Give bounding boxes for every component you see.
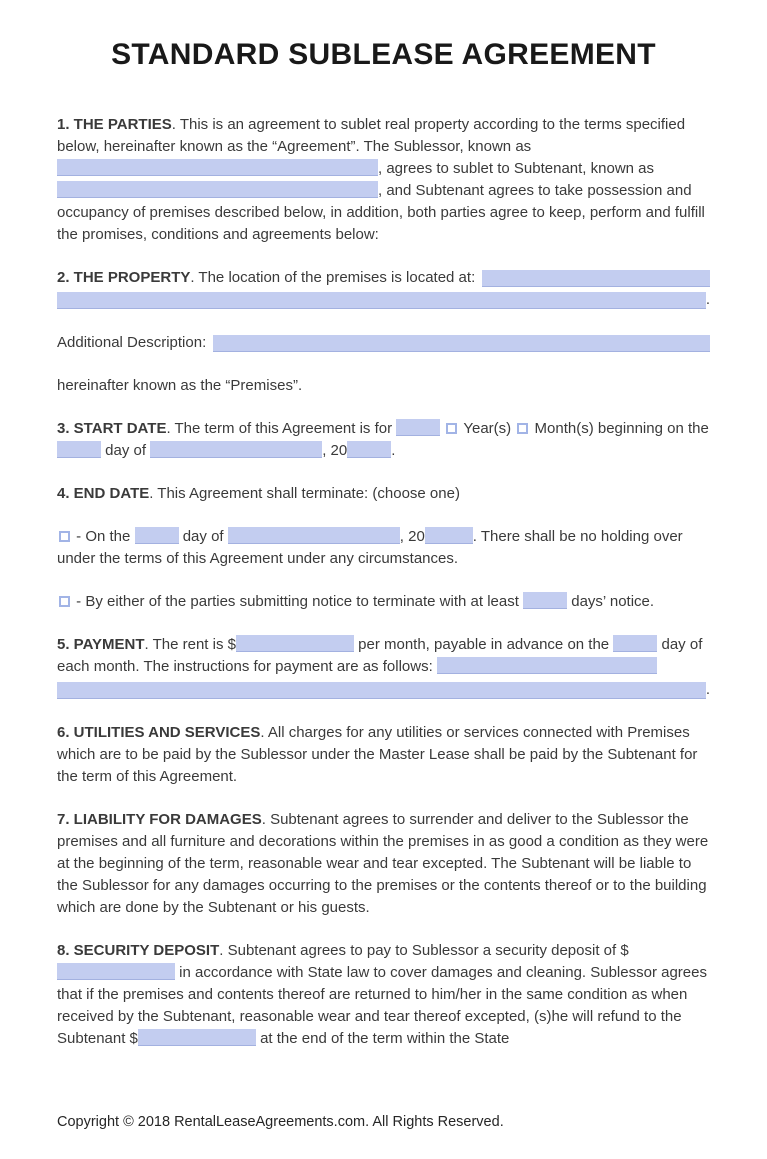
payment-period: . — [705, 681, 710, 698]
property-location-field[interactable] — [482, 270, 710, 287]
property-location-field-2[interactable] — [57, 292, 706, 309]
subtenant-name-field[interactable] — [57, 181, 378, 198]
end-date-option-2 — [57, 591, 710, 613]
heading-end-date: 4. END DATE — [57, 485, 150, 502]
section-liability — [57, 809, 710, 919]
start-period: . — [391, 442, 396, 459]
term-length-field[interactable] — [396, 419, 440, 436]
end-day-field[interactable] — [135, 527, 179, 544]
start-day-of-label: day of — [105, 442, 147, 459]
liability-text: . Subtenant agrees to surrender and deliver to the Sublessor the premises and all furniture and decorations within the premises in as good a condition as they were at the beginning of the term, reasonable wear and tear excepted. The Subtenant will be liable to the Sublessor for any damages occurring to the premises or the contents thereof or to the building which are done by the Subtenant or his guests. — [57, 811, 709, 916]
additional-description-row — [57, 332, 710, 354]
end-option2-prefix: - By either of the parties submitting notice to terminate with at least — [76, 593, 519, 610]
start-day-field[interactable] — [57, 441, 101, 458]
heading-liability: 7. LIABILITY FOR DAMAGES — [57, 811, 262, 828]
rent-amount-field[interactable] — [236, 635, 354, 652]
refund-amount-field[interactable] — [138, 1029, 256, 1046]
security-text-3: at the end of the term within the State — [260, 1030, 510, 1047]
heading-payment: 5. PAYMENT — [57, 636, 145, 653]
end-year-field[interactable] — [425, 527, 473, 544]
years-checkbox[interactable] — [446, 423, 457, 434]
months-label: Month(s) — [534, 420, 594, 437]
payment-instructions-field[interactable] — [437, 657, 657, 674]
property-lead-text — [57, 267, 475, 289]
start-month-field[interactable] — [150, 441, 322, 458]
start-text-2: beginning on the — [597, 420, 709, 437]
end-option2-suffix: days’ notice. — [571, 593, 655, 610]
sublessor-name-field[interactable] — [57, 159, 378, 176]
section-end-date — [57, 483, 710, 505]
property-location-line-2 — [57, 289, 710, 311]
premises-note: hereinafter known as the “Premises”. — [57, 377, 303, 394]
parties-text-2: , agrees to sublet to Subtenant, known as — [378, 160, 655, 177]
parties-text-3: , and Subtenant agrees to take possession and occupancy of premises described below, in addition, both parties agree to keep, perform and fulfill the promises, conditions and agreements below: — [57, 182, 705, 243]
additional-description-label: Additional Description: — [57, 334, 207, 351]
notice-option-checkbox[interactable] — [59, 596, 70, 607]
start-text-1: . The term of this Agreement is for — [166, 420, 393, 437]
payment-text-2: per month, payable in advance on the — [358, 636, 610, 653]
years-label: Year(s) — [463, 420, 512, 437]
document-title: STANDARD SUBLEASE AGREEMENT — [111, 38, 656, 71]
parties-text-1: . This is an agreement to sublet real property according to the terms specified below, hereinafter known as the “Agreement”. The Sublessor, known as — [57, 116, 686, 155]
payment-instructions-field-2[interactable] — [57, 682, 706, 699]
payment-text-3: day of each month. The instructions for payment are as follows: — [57, 636, 703, 675]
payment-text-1: . The rent is $ — [144, 636, 236, 653]
property-period: . — [705, 291, 710, 308]
section-security-deposit — [57, 940, 710, 1050]
section-payment — [57, 634, 710, 701]
payment-flow-text — [57, 634, 710, 678]
end-option1-suffix: . There shall be no holding over under the terms of this Agreement under any circumstances. — [57, 528, 683, 567]
section-start-date — [57, 418, 710, 462]
security-deposit-field[interactable] — [57, 963, 175, 980]
heading-the-parties: 1. THE PARTIES — [57, 116, 172, 133]
copyright-notice: Copyright © 2018 RentalLeaseAgreements.com. All Rights Reserved. — [57, 1114, 504, 1130]
end-date-option-checkbox[interactable] — [59, 531, 70, 542]
property-location-line-1 — [57, 267, 710, 289]
end-year-prefix: , 20 — [399, 528, 425, 545]
heading-start-date: 3. START DATE — [57, 420, 167, 437]
heading-utilities: 6. UTILITIES AND SERVICES — [57, 724, 261, 741]
property-text-1: . The location of the premises is located at: — [190, 269, 476, 286]
heading-the-property: 2. THE PROPERTY — [57, 269, 191, 286]
additional-description-field[interactable] — [213, 335, 710, 352]
months-checkbox[interactable] — [517, 423, 528, 434]
payment-day-field[interactable] — [613, 635, 657, 652]
start-year-prefix: , 20 — [322, 442, 348, 459]
end-month-field[interactable] — [228, 527, 400, 544]
end-date-option-1 — [57, 526, 710, 570]
security-text-2: in accordance with State law to cover damages and cleaning. Sublessor agrees that if the premises and contents thereof are returned to him/her in the same condition as when received by the Subtenant, reasonable wear and tear thereof excepted, (s)he will refund to the Subtenant $ — [57, 964, 707, 1047]
end-option1-day-of: day of — [182, 528, 224, 545]
start-year-field[interactable] — [347, 441, 391, 458]
heading-security-deposit: 8. SECURITY DEPOSIT — [57, 942, 220, 959]
section-the-parties — [57, 114, 710, 246]
end-text-1: . This Agreement shall terminate: (choose one) — [149, 485, 460, 502]
section-the-property — [57, 267, 710, 311]
payment-instructions-line-2 — [57, 679, 710, 701]
security-text-1: . Subtenant agrees to pay to Sublessor a security deposit of $ — [219, 942, 629, 959]
section-utilities — [57, 722, 710, 788]
end-option1-prefix: - On the — [76, 528, 131, 545]
notice-days-field[interactable] — [523, 592, 567, 609]
utilities-text: . All charges for any utilities or services connected with Premises which are to be paid by the Sublessor under the Master Lease shall be paid by the Subtenant for the term of this Agreement. — [57, 724, 698, 785]
